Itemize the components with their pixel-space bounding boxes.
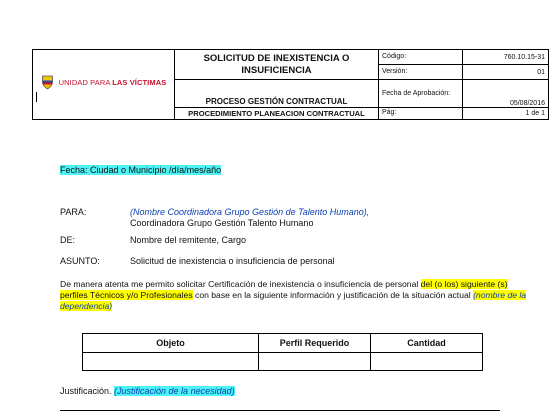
body-text-1: De manera atenta me permito solicitar Certificación de inexistencia o insuficiencia de personal (60, 279, 421, 289)
body-highlight-perfiles[interactable]: del (o los) siguiente (s) perfiles Técnicos y/o Profesionales (60, 279, 508, 300)
de-value[interactable]: Nombre del remitente, Cargo (130, 235, 247, 245)
document-header (32, 49, 549, 120)
unidad-victimas-logo (41, 75, 167, 90)
meta-label-codigo: Código: (379, 50, 463, 65)
asunto-value: Solicitud de inexistencia o insuficiencia de personal (130, 256, 335, 266)
fecha-placeholder[interactable]: Fecha: Ciudad o Municipio /día/mes/año (60, 165, 222, 175)
justificacion-line (60, 386, 235, 396)
meta-value-codigo: 760.10.15-31 (463, 50, 549, 65)
meta-value-aprobacion: 05/08/2016 (463, 80, 549, 107)
text-cursor (36, 92, 37, 102)
coat-of-arms-icon (41, 75, 54, 90)
body-highlight-dependencia[interactable]: (nombre de la dependencia) (60, 290, 527, 311)
signature-rule (60, 410, 500, 411)
justificacion-label: Justificación. (60, 386, 115, 396)
logo-text-normal: UNIDAD PARA (58, 77, 113, 87)
justificacion-placeholder[interactable]: (Justificación de la necesidad) (114, 386, 235, 396)
table-header-cantidad: Cantidad (371, 334, 483, 353)
asunto-row (60, 256, 335, 267)
para-placeholder[interactable]: (Nombre Coordinadora Grupo Gestión de Talento Humano), (130, 207, 370, 217)
table-header-objeto: Objeto (83, 334, 259, 353)
meta-label-aprobacion: Fecha de Aprobación: (379, 80, 463, 107)
document-title: SOLICITUD DE INEXISTENCIA O INSUFICIENCIA (175, 50, 379, 80)
body-text-2: con base en la siguiente información y justificación de la situación actual (192, 290, 474, 300)
body-paragraph (60, 279, 530, 312)
logo-cell (33, 50, 175, 120)
logo-text-bold: LAS VÍCTIMAS (112, 77, 167, 87)
table-cell-cantidad[interactable] (371, 353, 483, 371)
para-row (60, 207, 369, 229)
de-label: DE: (60, 235, 76, 245)
meta-value-pag: 1 de 1 (463, 107, 549, 119)
meta-label-pag: Pág: (379, 107, 463, 119)
para-line2: Coordinadora Grupo Gestión Talento Humano (130, 218, 314, 228)
para-label: PARA: (60, 207, 87, 217)
table-cell-objeto[interactable] (83, 353, 259, 371)
table-header-perfil: Perfil Requerido (259, 334, 371, 353)
request-table (82, 333, 483, 371)
process-name: PROCESO GESTIÓN CONTRACTUAL (175, 80, 379, 107)
fecha-line[interactable] (60, 165, 221, 175)
procedure-name: PROCEDIMIENTO PLANEACION CONTRACTUAL (175, 107, 379, 119)
table-cell-perfil[interactable] (259, 353, 371, 371)
meta-value-version: 01 (463, 65, 549, 80)
de-row (60, 235, 246, 246)
meta-label-version: Versión: (379, 65, 463, 80)
asunto-label: ASUNTO: (60, 256, 100, 266)
